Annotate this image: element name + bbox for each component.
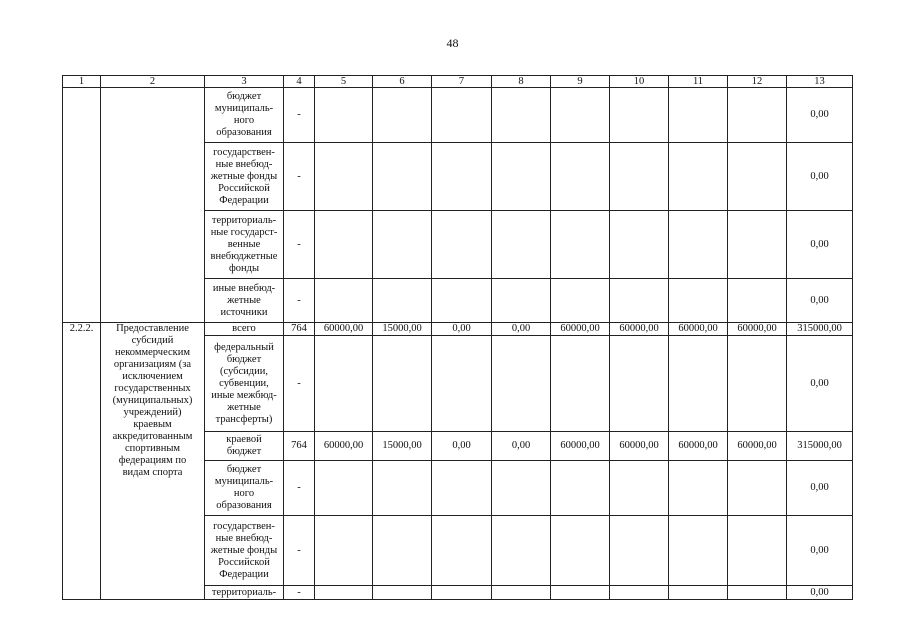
value-cell: 60000,00 bbox=[551, 323, 610, 336]
funding-source-cell: территориаль- ные государст- венные внебюджетные фонды bbox=[205, 211, 284, 279]
item-number-cell: 2.2.2. bbox=[63, 323, 101, 600]
value-cell bbox=[610, 88, 669, 143]
value-cell bbox=[551, 279, 610, 323]
value-cell bbox=[610, 516, 669, 586]
header-cell: 11 bbox=[669, 76, 728, 88]
value-cell bbox=[551, 88, 610, 143]
header-cell: 13 bbox=[787, 76, 853, 88]
value-cell: 15000,00 bbox=[373, 432, 432, 461]
code-cell: - bbox=[284, 586, 315, 600]
header-cell: 2 bbox=[101, 76, 205, 88]
value-cell bbox=[669, 279, 728, 323]
value-cell: 0,00 bbox=[492, 323, 551, 336]
total-cell: 315000,00 bbox=[787, 432, 853, 461]
value-cell: 60000,00 bbox=[315, 432, 373, 461]
code-cell: - bbox=[284, 516, 315, 586]
value-cell bbox=[432, 211, 492, 279]
value-cell bbox=[728, 461, 787, 516]
funding-source-cell: территориаль- bbox=[205, 586, 284, 600]
funding-source-cell: бюджет муниципаль- ного образования bbox=[205, 461, 284, 516]
value-cell bbox=[492, 461, 551, 516]
value-cell bbox=[669, 88, 728, 143]
total-cell: 315000,00 bbox=[787, 323, 853, 336]
item-name-cell: Предоставление субсидий некоммерческим организациям (за исключением государственных (муниципальных) учреждений) краевым аккредитованным спортивным федерациям по видам спорта bbox=[101, 323, 205, 600]
item-name-cell bbox=[101, 88, 205, 323]
value-cell bbox=[669, 516, 728, 586]
header-cell: 10 bbox=[610, 76, 669, 88]
total-cell: 0,00 bbox=[787, 516, 853, 586]
header-cell: 4 bbox=[284, 76, 315, 88]
value-cell: 60000,00 bbox=[728, 323, 787, 336]
funding-source-cell: государствен- ные внебюд- жетные фонды Российской Федерации bbox=[205, 516, 284, 586]
value-cell bbox=[315, 279, 373, 323]
funding-source-cell: государствен- ные внебюд- жетные фонды Российской Федерации bbox=[205, 143, 284, 211]
value-cell bbox=[610, 586, 669, 600]
header-cell: 8 bbox=[492, 76, 551, 88]
value-cell bbox=[728, 586, 787, 600]
header-cell: 5 bbox=[315, 76, 373, 88]
value-cell bbox=[432, 336, 492, 432]
value-cell bbox=[492, 279, 551, 323]
value-cell bbox=[610, 336, 669, 432]
value-cell bbox=[551, 461, 610, 516]
value-cell bbox=[610, 143, 669, 211]
value-cell bbox=[373, 279, 432, 323]
value-cell bbox=[669, 461, 728, 516]
value-cell: 60000,00 bbox=[669, 432, 728, 461]
page-number: 48 bbox=[446, 36, 459, 50]
code-cell: - bbox=[284, 143, 315, 211]
value-cell bbox=[551, 586, 610, 600]
value-cell bbox=[432, 516, 492, 586]
value-cell bbox=[432, 88, 492, 143]
value-cell bbox=[492, 586, 551, 600]
value-cell bbox=[610, 211, 669, 279]
header-cell: 1 bbox=[63, 76, 101, 88]
value-cell: 60000,00 bbox=[610, 432, 669, 461]
funding-source-cell: краевой бюджет bbox=[205, 432, 284, 461]
table-row bbox=[63, 323, 853, 336]
value-cell: 0,00 bbox=[432, 432, 492, 461]
value-cell bbox=[551, 143, 610, 211]
value-cell bbox=[432, 461, 492, 516]
value-cell bbox=[551, 516, 610, 586]
table-row bbox=[63, 88, 853, 143]
value-cell bbox=[610, 279, 669, 323]
value-cell bbox=[669, 336, 728, 432]
value-cell bbox=[373, 516, 432, 586]
value-cell bbox=[728, 211, 787, 279]
value-cell bbox=[315, 586, 373, 600]
value-cell bbox=[669, 143, 728, 211]
total-cell: 0,00 bbox=[787, 211, 853, 279]
value-cell bbox=[373, 336, 432, 432]
value-cell: 0,00 bbox=[492, 432, 551, 461]
value-cell bbox=[432, 586, 492, 600]
value-cell bbox=[315, 143, 373, 211]
code-cell: - bbox=[284, 88, 315, 143]
budget-table bbox=[62, 75, 853, 600]
header-cell: 7 bbox=[432, 76, 492, 88]
total-cell: 0,00 bbox=[787, 88, 853, 143]
value-cell bbox=[315, 88, 373, 143]
code-cell: 764 bbox=[284, 432, 315, 461]
value-cell bbox=[728, 336, 787, 432]
value-cell bbox=[432, 143, 492, 211]
header-cell: 12 bbox=[728, 76, 787, 88]
total-cell: 0,00 bbox=[787, 279, 853, 323]
value-cell bbox=[492, 336, 551, 432]
funding-source-cell: бюджет муниципаль- ного образования bbox=[205, 88, 284, 143]
value-cell bbox=[373, 586, 432, 600]
value-cell bbox=[728, 88, 787, 143]
code-cell: - bbox=[284, 461, 315, 516]
value-cell: 60000,00 bbox=[610, 323, 669, 336]
value-cell bbox=[551, 211, 610, 279]
code-cell: 764 bbox=[284, 323, 315, 336]
value-cell bbox=[492, 143, 551, 211]
funding-source-cell: иные внебюд- жетные источники bbox=[205, 279, 284, 323]
value-cell bbox=[669, 211, 728, 279]
value-cell: 60000,00 bbox=[669, 323, 728, 336]
value-cell: 0,00 bbox=[432, 323, 492, 336]
header-row bbox=[63, 76, 853, 88]
value-cell bbox=[373, 143, 432, 211]
total-cell: 0,00 bbox=[787, 461, 853, 516]
value-cell bbox=[492, 516, 551, 586]
total-cell: 0,00 bbox=[787, 143, 853, 211]
value-cell bbox=[728, 279, 787, 323]
funding-source-cell: федеральный бюджет (субсидии, субвенции, иные межбюд- жетные трансферты) bbox=[205, 336, 284, 432]
value-cell: 60000,00 bbox=[728, 432, 787, 461]
value-cell bbox=[728, 516, 787, 586]
item-number-cell bbox=[63, 88, 101, 323]
value-cell bbox=[315, 461, 373, 516]
value-cell bbox=[728, 143, 787, 211]
code-cell: - bbox=[284, 211, 315, 279]
header-cell: 3 bbox=[205, 76, 284, 88]
total-cell: 0,00 bbox=[787, 586, 853, 600]
value-cell bbox=[492, 88, 551, 143]
total-cell: 0,00 bbox=[787, 336, 853, 432]
value-cell bbox=[610, 461, 669, 516]
value-cell bbox=[373, 211, 432, 279]
code-cell: - bbox=[284, 279, 315, 323]
value-cell bbox=[373, 461, 432, 516]
value-cell: 60000,00 bbox=[551, 432, 610, 461]
value-cell bbox=[315, 516, 373, 586]
value-cell bbox=[373, 88, 432, 143]
value-cell bbox=[432, 279, 492, 323]
value-cell bbox=[551, 336, 610, 432]
value-cell bbox=[492, 211, 551, 279]
funding-source-cell: всего bbox=[205, 323, 284, 336]
value-cell: 15000,00 bbox=[373, 323, 432, 336]
value-cell bbox=[669, 586, 728, 600]
code-cell: - bbox=[284, 336, 315, 432]
header-cell: 6 bbox=[373, 76, 432, 88]
value-cell bbox=[315, 211, 373, 279]
header-cell: 9 bbox=[551, 76, 610, 88]
value-cell bbox=[315, 336, 373, 432]
value-cell: 60000,00 bbox=[315, 323, 373, 336]
